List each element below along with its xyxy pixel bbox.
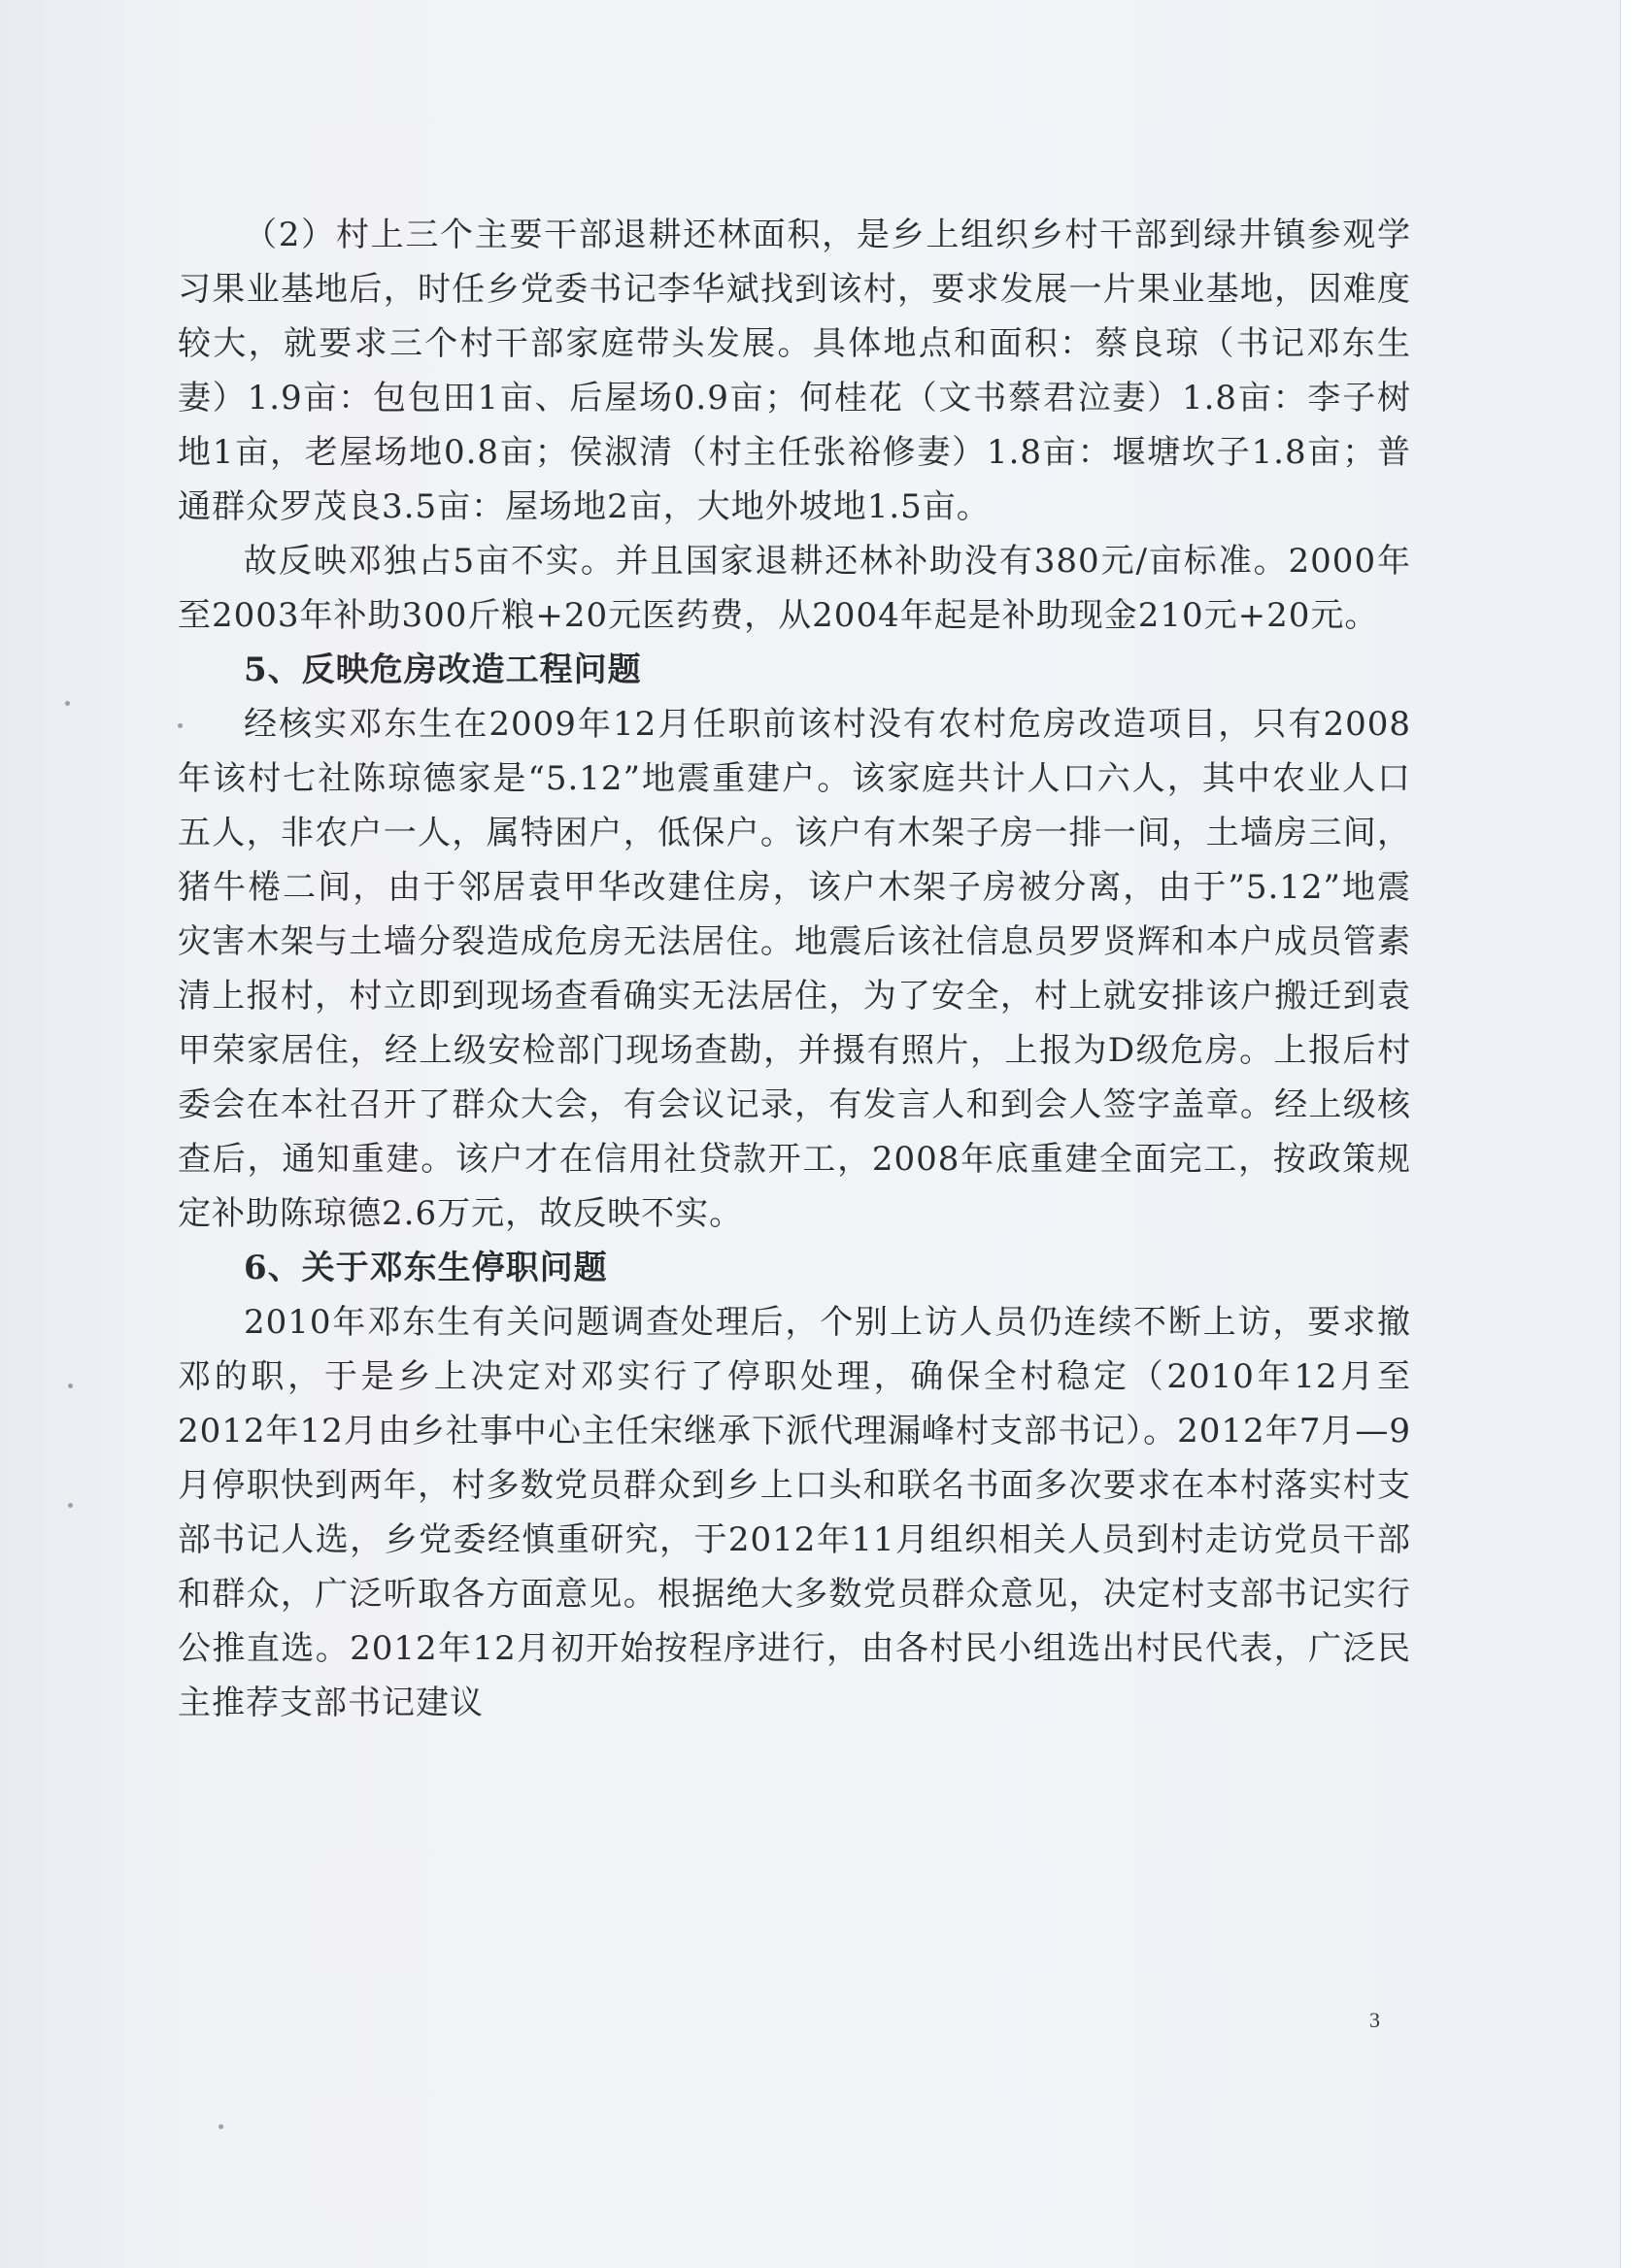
page-number: 3 [1369,2008,1380,2032]
paragraph-subsidy: 故反映邓独占5亩不实。并且国家退耕还林补助没有380元/亩标准。2000年至2003年补助300斤粮+20元医药费，从2004年起是补助现金210元+20元。 [178,542,1411,635]
section-heading-5: 5、反映危房改造工程问题 [244,650,642,689]
scan-speck [65,701,70,706]
scan-speck [68,1384,73,1388]
section-heading-6: 6、关于邓东生停职问题 [244,1249,608,1287]
paragraph-dangerous-house: 经核实邓东生在2009年12月任职前该村没有农村危房改造项目，只有2008年该村七社陈琼德家是“5.12”地震重建户。该家庭共计人口六人，其中农业人口五人，非农户一人，属特困户，低保户。该户有木架子房一排一间，土墙房三间，猪牛棬二间，由于邻居袁甲华改建住房，该户木架子房被分离，由于”5.12”地震灾害木架与土墙分裂造成危房无法居住。地震后该社信息员罗贤辉和本户成员管素清上报村，村立即到现场查看确实无法居住，为了安全，村上就安排该户搬迁到袁甲荣家居住，经上级安检部门现场查勘，并摄有照片，上报为D级危房。上报后村委会在本社召开了群众大会，有会议记录，有发言人和到会人签字盖章。经上级核查后，通知重建。该户才在信用社贷款开工，2008年底重建全面完工，按政策规定补助陈琼德2.6万元，故反映不实。 [178,705,1411,1233]
scan-speck [219,2124,223,2129]
paragraph-suspension: 2010年邓东生有关问题调查处理后，个别上访人员仍连续不断上访，要求撤邓的职，于是乡上决定对邓实行了停职处理，确保全村稳定（2010年12月至2012年12月由乡社事中心主任宋继承下派代理漏峰村支部书记）。2012年7月—9月停职快到两年，村多数党员群众到乡上口头和联名书面多次要求在本村落实村支部书记人选，乡党委经慎重研究，于2012年11月组织相关人员到村走访党员干部和群众，广泛听取各方面意见。根据绝大多数党员群众意见，决定村支部书记实行公推直选。2012年12月初开始按程序进行，由各村民小组选出村民代表，广泛民主推荐支部书记建议 [178,1303,1411,1722]
paragraph-land-area: （2）村上三个主要干部退耕还林面积，是乡上组织乡村干部到绿井镇参观学习果业基地后，时任乡党委书记李华斌找到该村，要求发展一片果业基地，因难度较大，就要求三个村干部家庭带头发展。具体地点和面积：蔡良琼（书记邓东生妻）1.9亩：包包田1亩、后屋场0.9亩；何桂花（文书蔡君泣妻）1.8亩：李子树地1亩，老屋场地0.8亩；侯淑清（村主任张裕修妻）1.8亩：堰塘坎子1.8亩；普通群众罗茂良3.5亩：屋场地2亩，大地外坡地1.5亩。 [178,216,1411,526]
document-body [178,208,1411,1730]
scan-speck [68,1503,73,1508]
scan-margin [1620,0,1651,2268]
